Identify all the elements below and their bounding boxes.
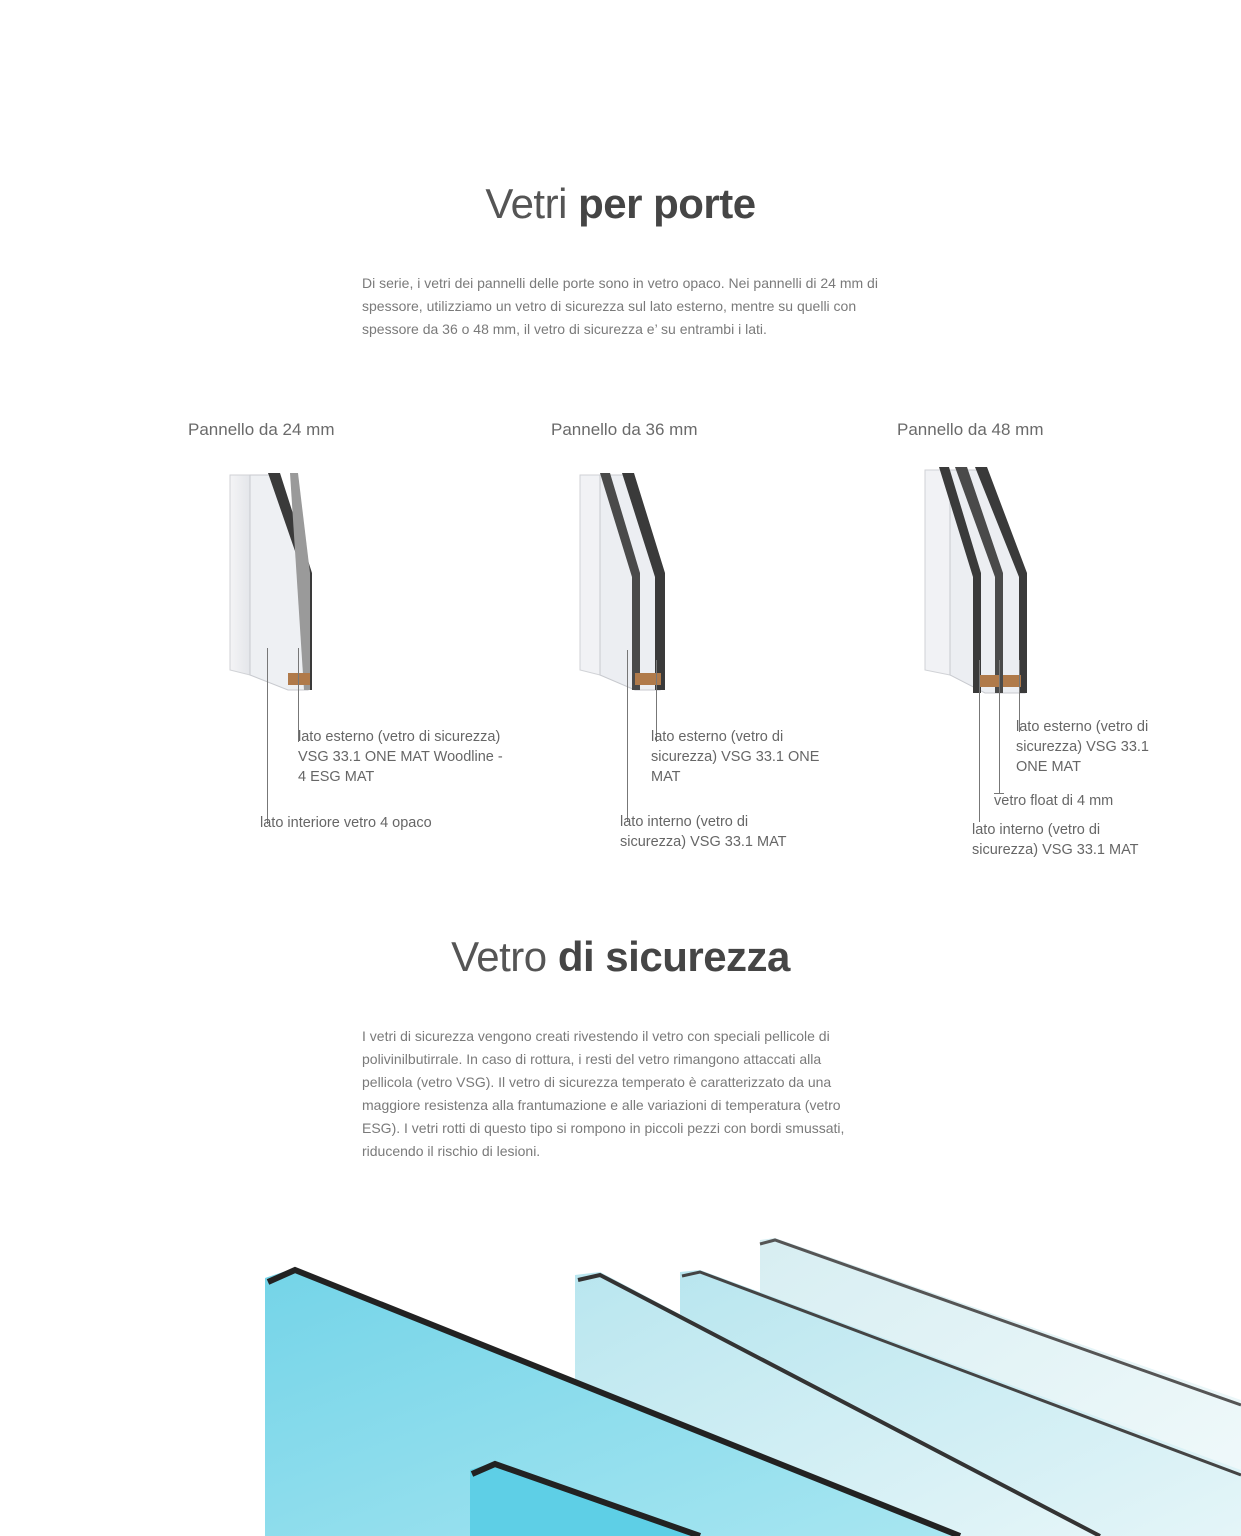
section-title-vetro-di-sicurezza (0, 933, 1241, 981)
panel-24-illustration (180, 455, 400, 705)
panel-36-inner-label: lato interno (vetro di sicurezza) VSG 33.1 MAT (620, 814, 787, 850)
panel-24-outer-label: lato esterno (vetro di sicurezza) VSG 33.1 ONE MAT Woodline - 4 ESG MAT (298, 729, 503, 785)
panel-48-inner-label: lato interno (vetro di sicurezza) VSG 33.1 MAT (972, 822, 1139, 858)
panel-48-outer-label: lato esterno (vetro di sicurezza) VSG 33.1 ONE MAT (1016, 719, 1149, 775)
panel-36-illustration (530, 455, 750, 705)
callout-line (979, 660, 980, 822)
title-bold-part: per porte (578, 180, 756, 227)
callout-line (627, 650, 628, 822)
panel-36-title: Pannello da 36 mm (551, 420, 698, 439)
panel-24-inner-label: lato interiore vetro 4 opaco (260, 815, 432, 831)
panel-48-illustration (875, 455, 1105, 705)
title-light-part: Vetri (485, 180, 567, 227)
safety-glass-paragraph: I vetri di sicurezza vengono creati rivestendo il vetro con speciali pellicole di polivinilbutirrale. In caso di rottura, i resti del vetro rimangono attaccati alla pellicola (vetro VSG). Il vetro di sicurezza temperato è caratterizzato da una maggiore resistenza alla frantumazione e alle variazioni di temperatura (vetro ESG). I vetri rotti di questo tipo si rompono in piccoli pezzi con bordi smussati, riducendo il rischio di lesioni. (362, 1028, 845, 1159)
intro-paragraph: Di serie, i vetri dei pannelli delle porte sono in vetro opaco. Nei pannelli di 24 mm di spessore, utilizziamo un vetro di sicurezza sul lato esterno, mentre su quelli con spessore da 36 o 48 mm, il vetro di sicurezza e’ su entrambi i lati. (362, 275, 878, 337)
title-bold-part: di sicurezza (557, 933, 790, 980)
panel-24-title: Pannello da 24 mm (188, 420, 335, 439)
callout-line (267, 648, 268, 824)
panel-36-outer-label: lato esterno (vetro di sicurezza) VSG 33.1 ONE MAT (651, 729, 820, 785)
panel-48-middle-label: vetro float di 4 mm (994, 793, 1114, 809)
section-title-vetri-per-porte (0, 180, 1241, 228)
title-light-part: Vetro (451, 933, 547, 980)
glass-sheets-photo (0, 1200, 1241, 1536)
panel-48-title: Pannello da 48 mm (897, 420, 1044, 439)
callout-line (999, 660, 1000, 794)
